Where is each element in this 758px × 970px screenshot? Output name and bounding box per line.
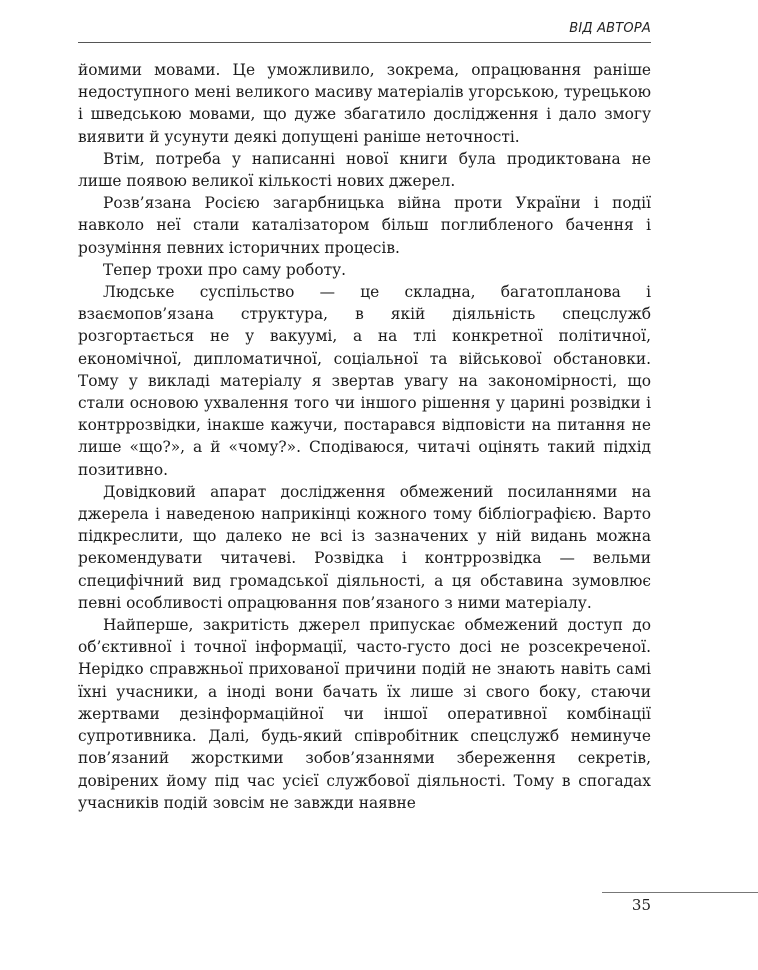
running-head-title: ВІД АВТОРА <box>569 21 651 36</box>
paragraph-2: Втім, потреба у написанні нової книги була продиктована не лише появою великої кількості нових джерел. <box>78 149 651 191</box>
paragraph-6: Довідковий апарат дослідження обмежений посиланнями на джерела і наведеною наприкінці кожного тому бібліографією. Варто підкреслити, що далеко не всі із зазначених у ній видань можна рекомендувати читачеві. Розвідка і контррозвідка — вельми специфічний вид громадської діяльності, а ця обставина зумовлює певні особливості опрацювання пов’язаного з ними матеріалу. <box>78 482 651 612</box>
page-number: 35 <box>631 896 651 914</box>
body-text <box>78 59 651 814</box>
paragraph-3: Розв’язана Росією загарбницька війна проти України і події навколо неї стали каталізатором більш поглибленого бачення і розуміння певних історичних процесів. <box>78 194 651 257</box>
paragraph-7: Найперше, закритість джерел припускає обмежений доступ до об’єктивної і точної інформації, часто-густо досі не розсекреченої. Нерідко справжньої прихованої причини подій не знають навіть самі їхні учасники, а іноді вони бачать їх лише зі свого боку, стаючи жертвами дезінформаційної чи іншої оперативної комбінації супротивника. Далі, будь-який співробітник спецслужб неминуче пов’язаний жорсткими зобов’язаннями збереження секретів, довірених йому під час усієї службової діяльності. Тому в спогадах учасників подій зовсім не завжди наявне <box>78 616 651 812</box>
paragraph-1: йомими мовами. Це уможливило, зокрема, опрацювання раніше недоступного мені великого масиву матеріалів угорською, турецькою і шведською мовами, що дуже збагатило дослідження і дало змогу виявити й усунути деякі допущені раніше неточності. <box>78 61 651 146</box>
paragraph-5: Людське суспільство — це складна, багатопланова і взаємопов’язана структура, в якій діяльність спецслужб розгортається не у вакуумі, а на тлі конкретної політичної, економічної, дипломатичної, соціальної та військової обстановки. Тому у викладі матеріалу я звертав увагу на закономірності, що стали основою ухвалення того чи іншого рішення у царині розвідки і контррозвідки, інакше кажучи, постарався відповісти на питання не лише «що?», а й «чому?». Сподіваюся, читачі оцінять такий підхід позитивно. <box>78 283 651 479</box>
paragraph-4: Тепер трохи про саму роботу. <box>103 260 347 279</box>
header-rule <box>78 42 651 43</box>
footer-rule <box>602 892 758 893</box>
